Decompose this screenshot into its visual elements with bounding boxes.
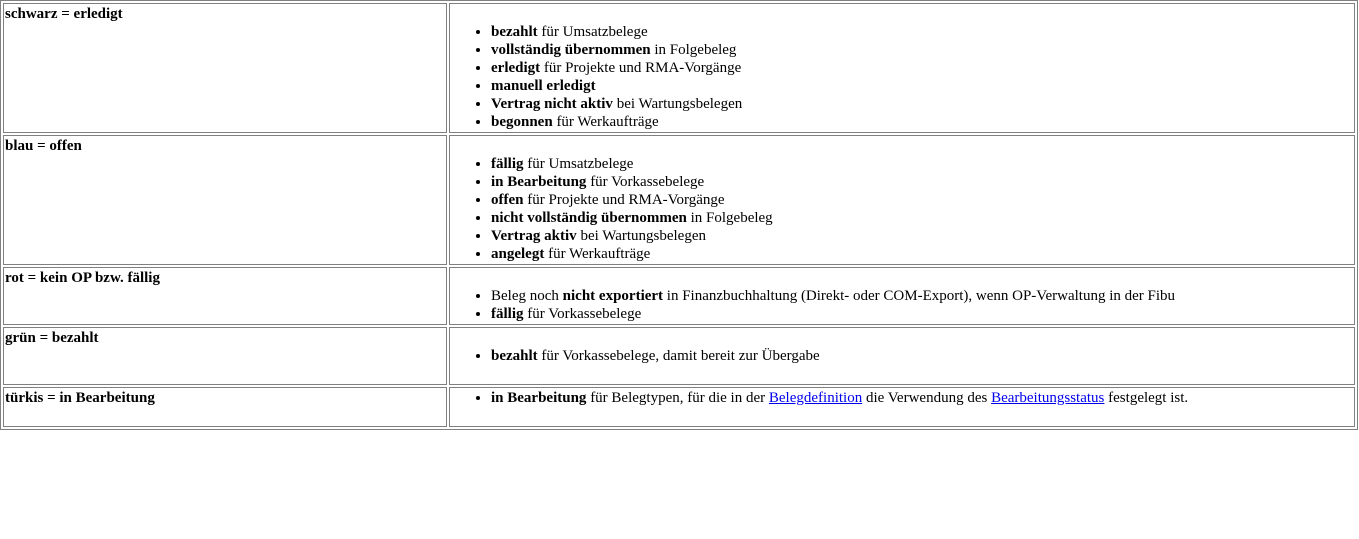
status-description: [449, 3, 1355, 133]
status-label: blau = offen: [3, 135, 447, 265]
status-list: [451, 23, 1353, 131]
status-list: [451, 347, 1353, 365]
table-row: [3, 387, 1355, 427]
list-item: • Vertrag aktiv bei Wartungsbelegen: [491, 227, 1353, 245]
list-item: • offen für Projekte und RMA-Vorgänge: [491, 191, 1353, 209]
status-list: [451, 155, 1353, 263]
table-row: [3, 327, 1355, 385]
list-item: • bezahlt für Vorkassebelege, damit bereit zur Übergabe: [491, 347, 1353, 365]
list-item: • nicht vollständig übernommen in Folgebeleg: [491, 209, 1353, 227]
status-description: [449, 327, 1355, 385]
list-item: • Vertrag nicht aktiv bei Wartungsbelegen: [491, 95, 1353, 113]
status-label: türkis = in Bearbeitung: [3, 387, 447, 427]
list-item: • vollständig übernommen in Folgebeleg: [491, 41, 1353, 59]
status-list: [451, 389, 1353, 407]
list-item: • begonnen für Werkaufträge: [491, 113, 1353, 131]
list-item: • in Bearbeitung für Vorkassebelege: [491, 173, 1353, 191]
status-list: [451, 287, 1353, 323]
status-description: [449, 135, 1355, 265]
status-label: rot = kein OP bzw. fällig: [3, 267, 447, 325]
list-item: • fällig für Umsatzbelege: [491, 155, 1353, 173]
status-label: schwarz = erledigt: [3, 3, 447, 133]
list-item: • erledigt für Projekte und RMA-Vorgänge: [491, 59, 1353, 77]
list-item: • angelegt für Werkaufträge: [491, 245, 1353, 263]
list-item: • manuell erledigt: [491, 77, 1353, 95]
list-item: • in Bearbeitung für Belegtypen, für die in der Belegdefinition die Verwendung des Bearbeitungsstatus festgelegt ist.: [491, 389, 1353, 407]
list-item: • Beleg noch nicht exportiert in Finanzbuchhaltung (Direkt- oder COM-Export), wenn OP-Verwaltung in der Fibu: [491, 287, 1353, 305]
status-description: [449, 267, 1355, 325]
bearbeitungsstatus-link[interactable]: Bearbeitungsstatus: [991, 390, 1105, 406]
table-row: [3, 267, 1355, 325]
status-description: [449, 387, 1355, 427]
table-row: [3, 135, 1355, 265]
list-item: • fällig für Vorkassebelege: [491, 305, 1353, 323]
table-row: [3, 3, 1355, 133]
status-label: grün = bezahlt: [3, 327, 447, 385]
belegdefinition-link[interactable]: Belegdefinition: [768, 390, 863, 406]
list-item: • bezahlt für Umsatzbelege: [491, 23, 1353, 41]
